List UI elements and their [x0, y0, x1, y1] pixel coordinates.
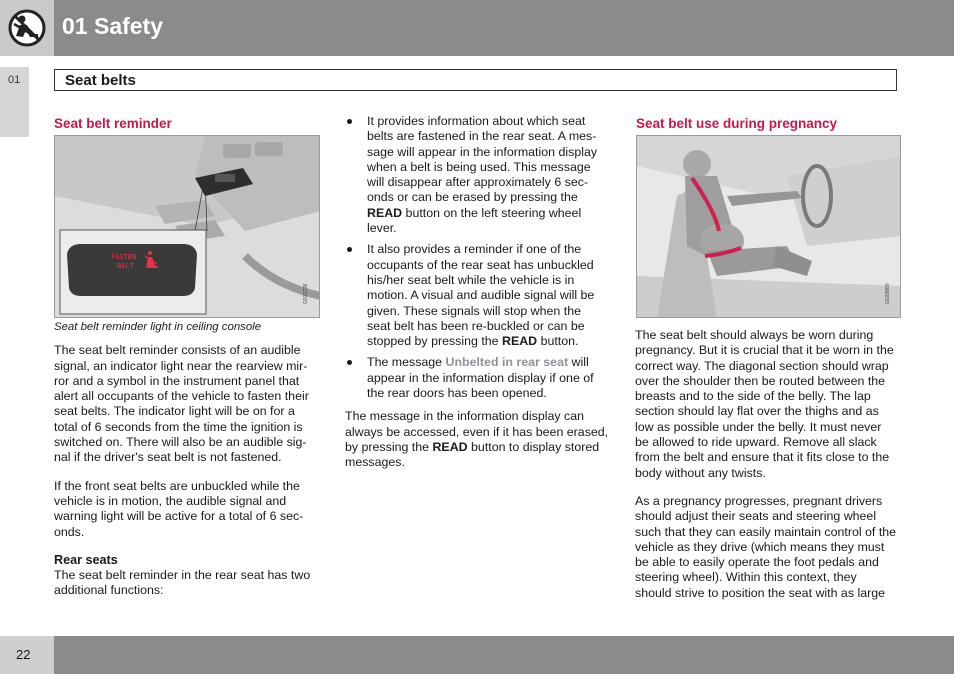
rear-seats-paragraph: The seat belt reminder in the rear seat has two additional functions: — [54, 568, 311, 598]
left-column — [54, 116, 322, 131]
seat-belt-reminder-heading: Seat belt reminder — [54, 116, 172, 131]
rear-seat-functions-list — [345, 114, 613, 401]
reminder-paragraph-1: The seat belt reminder consists of an audible signal, an indicator light near the rearview mir- ror and a symbol in the instrument panel that alert all occupants of the vehicle to fasten their seat belts. The indicator light will be on for a total of 6 seconds from the time the ignition is switched on. There will also be an audible sig- nal if the driver's seat belt is not fastened. — [54, 343, 309, 465]
page-footer — [0, 636, 954, 674]
unbelted-message-text: Unbelted in rear seat — [445, 355, 569, 370]
pregnant-driver-illustration — [637, 136, 901, 318]
chapter-title: 01 Safety — [62, 13, 164, 39]
safety-seatbelt-icon — [0, 0, 54, 56]
list-item: It also provides a reminder if one of the occupants of the rear seat has unbuckled his/her seat belt while the vehicle is in motion. A visual and audible signal will be given. These signals will stop when the seat belt has been re-buckled or can be stopped by pressing the READ button. — [345, 242, 613, 349]
pregnancy-paragraph-2: As a pregnancy progresses, pregnant drivers should adjust their seats and steering wheel such that they can easily maintain control of the vehicle as they drive (which means they must be able to easily operate the foot pedals and steering wheel). Within this context, they should strive to position the seat with as large — [635, 493, 897, 600]
figure-code: G031726 — [303, 283, 309, 304]
right-column-text — [635, 328, 905, 614]
pregnancy-figure — [636, 135, 901, 318]
reminder-paragraph-2: If the front seat belts are unbuckled while the vehicle is in motion, the audible signal and warning light will be active for a total of 6 sec- onds. — [54, 478, 304, 539]
figure-caption: Seat belt reminder light in ceiling console — [54, 321, 262, 333]
chapter-header — [0, 0, 954, 56]
fasten-belt-indicator-line1: FASTEN — [111, 253, 137, 261]
section-title: Seat belts — [65, 72, 136, 89]
chapter-icon-box — [0, 0, 54, 56]
right-column-heading-wrap — [636, 116, 904, 131]
list-item: The message Unbelted in rear seat will appear in the information display if one of the rear doors has been opened. — [345, 355, 613, 401]
fasten-belt-indicator-line2: BELT — [117, 262, 134, 270]
left-column-text — [54, 320, 324, 612]
section-title-bar — [54, 69, 897, 91]
page-number-box — [0, 636, 54, 674]
pregnancy-heading: Seat belt use during pregnancy — [636, 116, 838, 131]
ceiling-console-illustration — [55, 136, 320, 318]
chapter-number: 01 — [8, 74, 21, 86]
pregnancy-paragraph-1: The seat belt should always be worn during pregnancy. But it is crucial that it be worn in the correct way. The diagonal section should wrap over the shoulder then be routed between the breasts and to the side of the belly. The lap section should lay flat over the thighs and as low as possible under the belly. It must never be allowed to ride upward. Remove all slack from the belt and ensure that it fits close to the body without any twists. — [635, 328, 894, 480]
list-item: It provides information about which seat belts are fastened in the rear seat. A mes- sage will appear in the information display when a belt is being used. This message will disappear after approximately 6 sec- onds or can be erased by pressing the READ button on the left steering wheel lever. — [345, 114, 613, 236]
chapter-side-tab — [0, 67, 29, 137]
page-number: 22 — [16, 647, 31, 662]
rear-seats-subheading: Rear seats — [54, 552, 118, 567]
figure-code: G020880 — [885, 283, 891, 304]
middle-column — [345, 114, 613, 484]
display-message-paragraph: The message in the information display can always be accessed, even if it has been erased, by pressing the READ button to display stored messages. — [345, 409, 609, 470]
ceiling-console-figure — [54, 135, 320, 318]
